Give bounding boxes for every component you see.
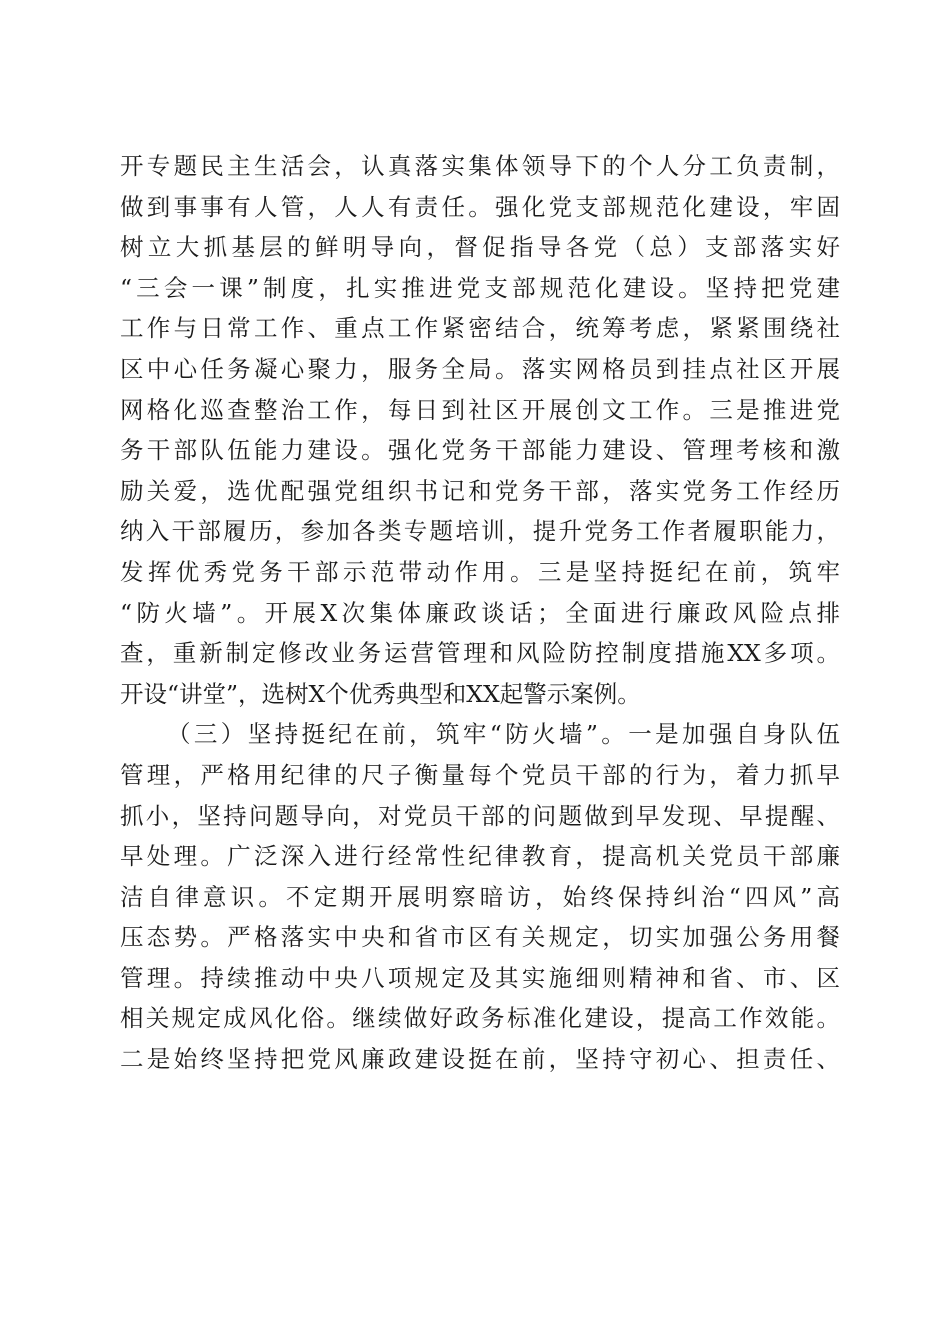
text-line: 树立大抓基层的鲜明导向，督促指导各党（总）支部落实好 xyxy=(120,233,840,262)
text-line: 区中心任务凝心聚力，服务全局。落实网格员到挂点社区开展 xyxy=(120,354,840,383)
body-text xyxy=(120,146,840,1080)
text-line: 开专题民主生活会，认真落实集体领导下的个人分工负责制， xyxy=(120,152,840,180)
text-line: “三会一课”制度，扎实推进党支部规范化建设。坚持把党建 xyxy=(120,273,840,302)
text-line: 开设“讲堂”，选树X个优秀典型和XX起警示案例。 xyxy=(120,679,641,708)
text-line: “防火墙”。开展X次集体廉政谈话；全面进行廉政风险点排 xyxy=(120,598,840,627)
section-heading-line: （三）坚持挺纪在前，筑牢“防火墙”。一是加强自身队伍 xyxy=(167,720,840,749)
text-line: 务干部队伍能力建设。强化党务干部能力建设、管理考核和激 xyxy=(120,436,840,465)
text-line: 管理。持续推动中央八项规定及其实施细则精神和省、市、区 xyxy=(120,963,840,992)
text-line: 纳入干部履历，参加各类专题培训，提升党务工作者履职能力， xyxy=(120,517,840,546)
text-line: 做到事事有人管，人人有责任。强化党支部规范化建设，牢固 xyxy=(120,192,840,221)
text-line: 励关爱，选优配强党组织书记和党务干部，落实党务工作经历 xyxy=(120,476,840,505)
text-line: 发挥优秀党务干部示范带动作用。三是坚持挺纪在前，筑牢 xyxy=(120,557,840,586)
text-line: 管理，严格用纪律的尺子衡量每个党员干部的行为，着力抓早 xyxy=(120,760,840,789)
text-line: 压态势。严格落实中央和省市区有关规定，切实加强公务用餐 xyxy=(120,923,840,952)
text-line: 二是始终坚持把党风廉政建设挺在前，坚持守初心、担责任、 xyxy=(120,1045,840,1074)
text-line: 网格化巡查整治工作，每日到社区开展创文工作。三是推进党 xyxy=(120,395,840,424)
text-line: 工作与日常工作、重点工作紧密结合，统筹考虑，紧紧围绕社 xyxy=(120,314,840,343)
text-line: 抓小，坚持问题导向，对党员干部的问题做到早发现、早提醒、 xyxy=(120,801,840,830)
text-line: 相关规定成风化俗。继续做好政务标准化建设，提高工作效能。 xyxy=(120,1004,840,1033)
text-line: 早处理。广泛深入进行经常性纪律教育，提高机关党员干部廉 xyxy=(120,842,840,871)
text-line: 查，重新制定修改业务运营管理和风险防控制度措施XX多项。 xyxy=(120,639,840,668)
text-line: 洁自律意识。不定期开展明察暗访，始终保持纠治“四风”高 xyxy=(120,882,840,911)
